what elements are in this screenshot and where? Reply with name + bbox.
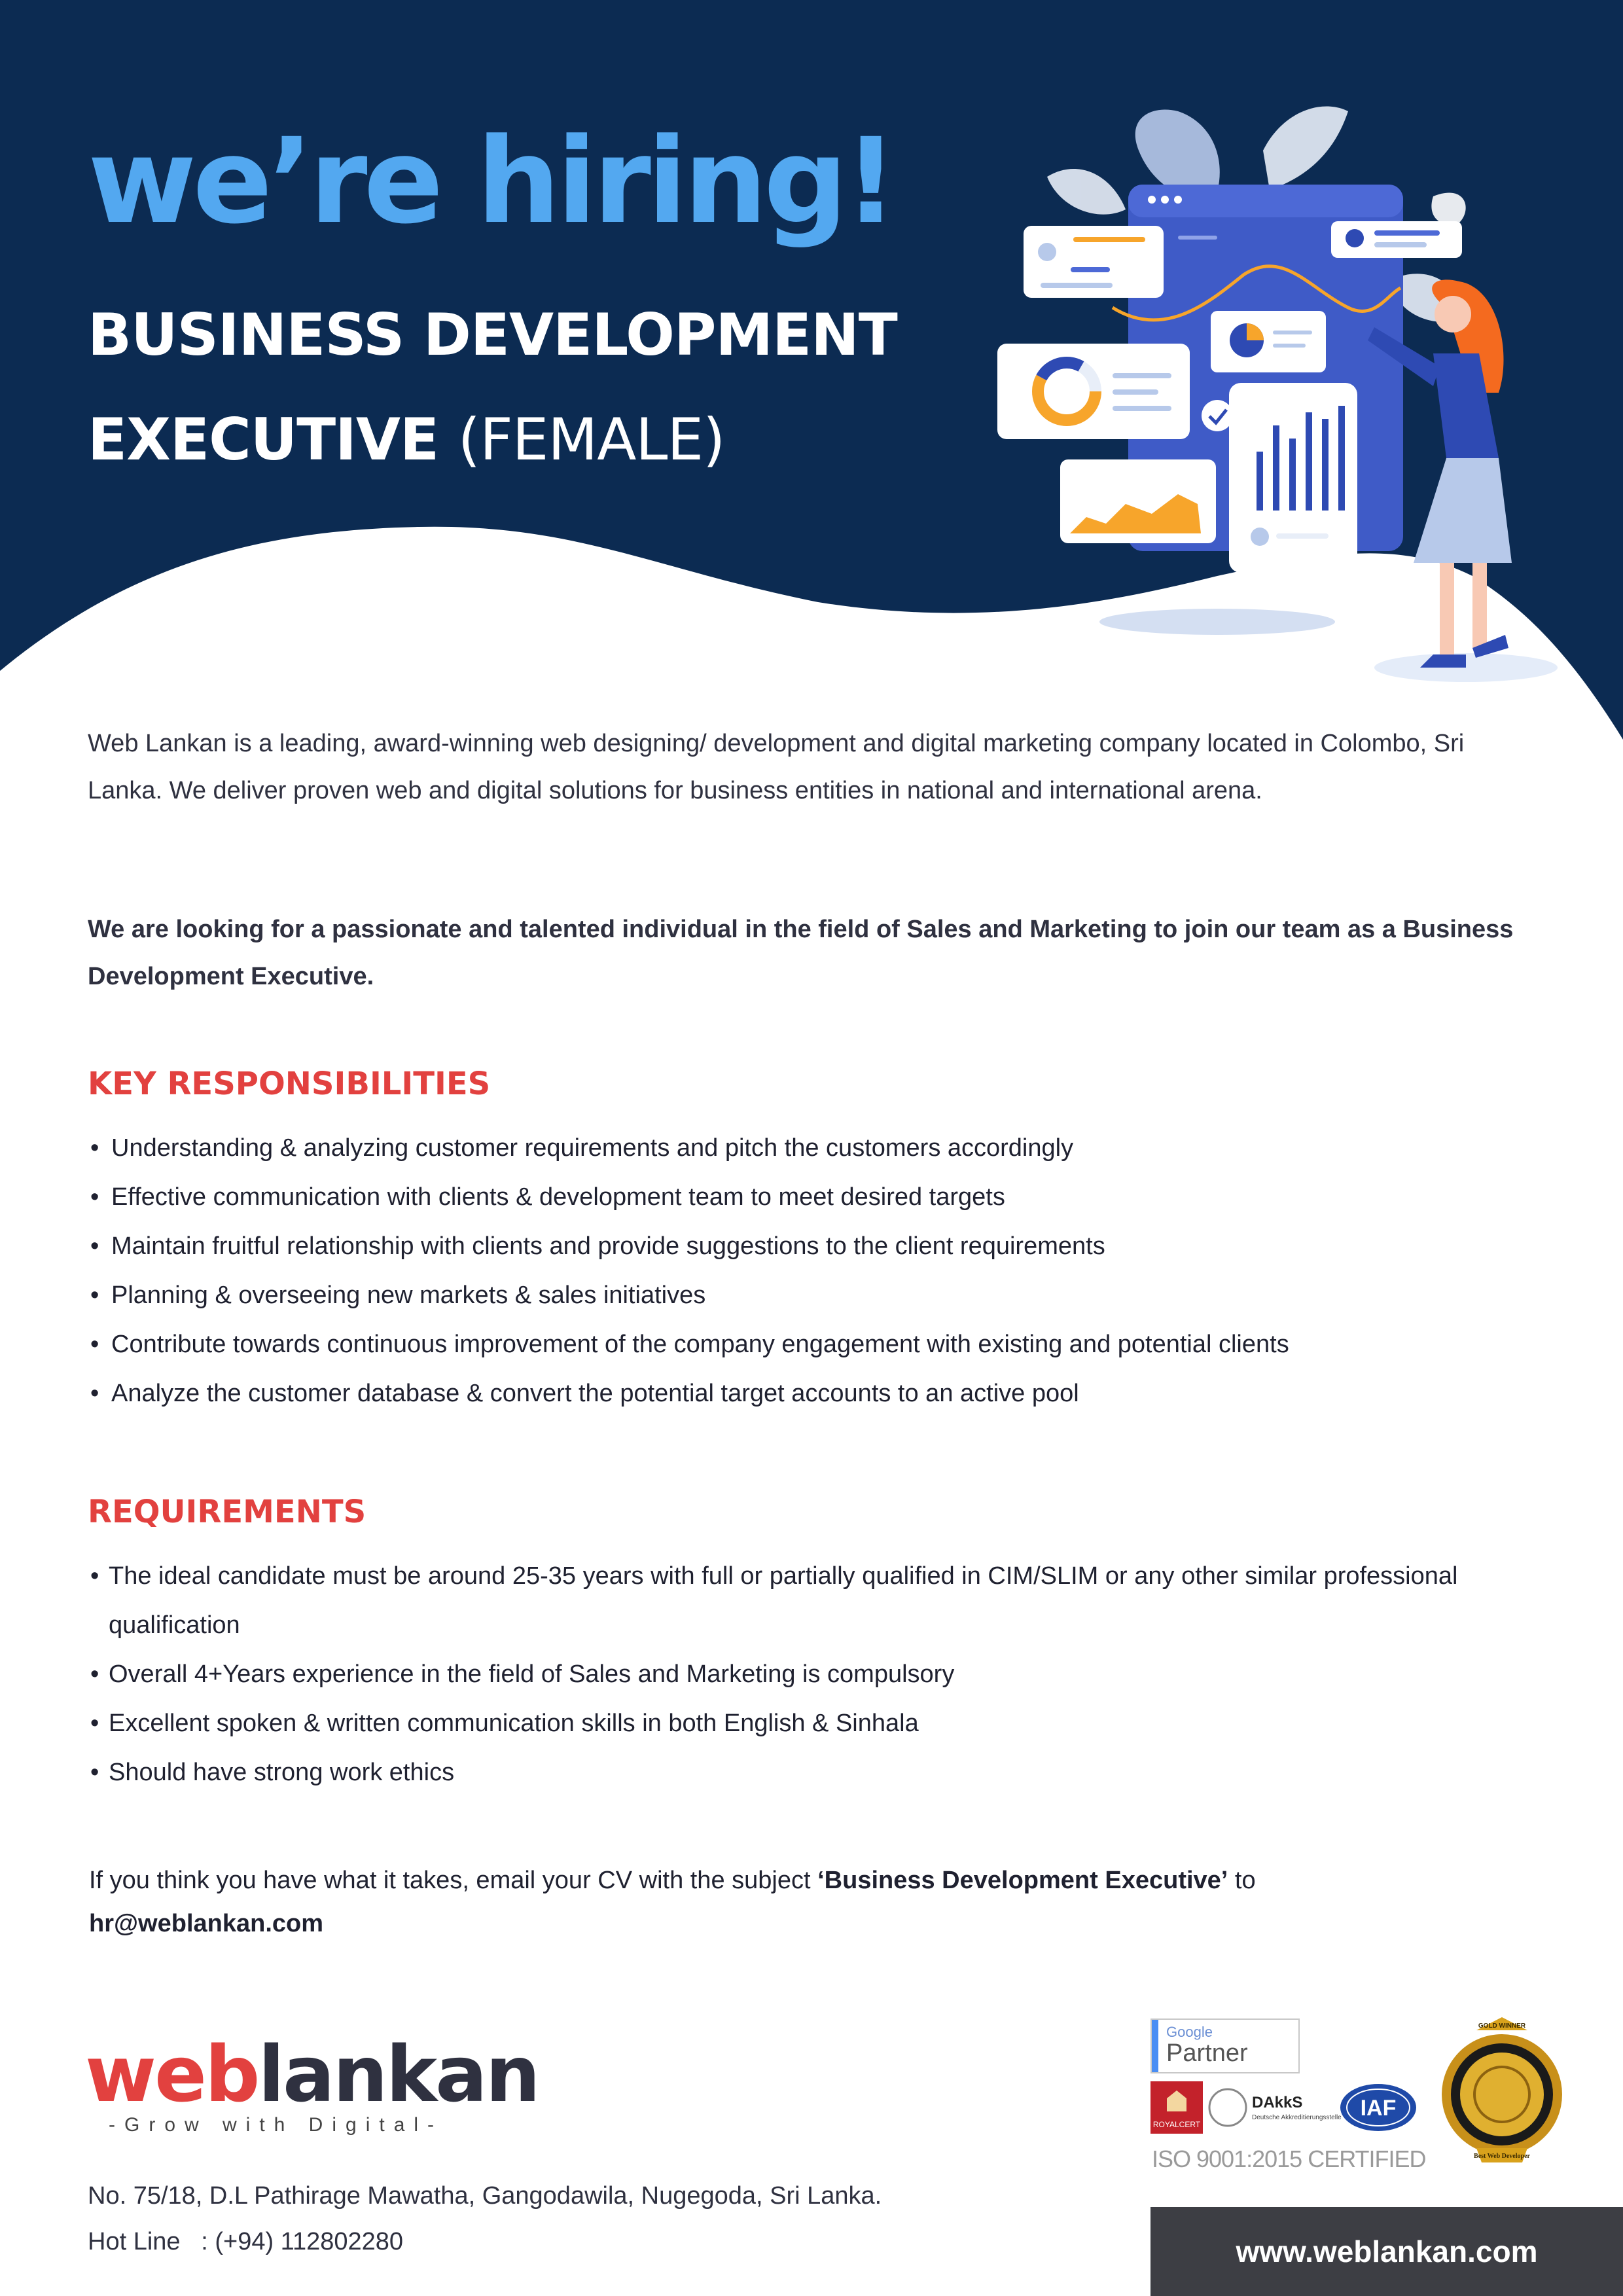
cta-text: If you think you have what it takes, email your CV with the subject xyxy=(89,1867,818,1894)
list-item: • Planning & overseeing new markets & sales initiatives xyxy=(88,1271,1514,1320)
pie-card xyxy=(1211,311,1326,372)
job-title-line2 xyxy=(88,387,897,492)
dakks-seal xyxy=(1209,2089,1246,2126)
iaf-label: IAF xyxy=(1360,2096,1397,2121)
hotline-number: : (+94) 112802280 xyxy=(201,2228,404,2255)
company-address: No. 75/18, D.L Pathirage Mawatha, Gangodawila, Nugegoda, Sri Lanka. xyxy=(88,2182,882,2210)
requirements-list xyxy=(88,1552,1462,1797)
iso-certified-label: ISO 9001:2015 CERTIFIED xyxy=(1152,2145,1426,2172)
weblankan-logo xyxy=(85,2029,539,2119)
dakks-sub-label: Deutsche Akkreditierungsstelle xyxy=(1252,2114,1342,2121)
responsibilities-list xyxy=(88,1124,1514,1418)
certification-badges xyxy=(1150,2079,1419,2138)
job-title-gender: (FEMALE) xyxy=(457,406,725,473)
website-footer-bar xyxy=(1150,2207,1623,2296)
email-link[interactable]: hr@weblankan.com xyxy=(89,1910,324,1937)
requirements-heading: REQUIREMENTS xyxy=(88,1494,366,1530)
application-instructions xyxy=(89,1859,1516,1945)
cta-text-after: to xyxy=(1228,1867,1256,1894)
list-item: • Maintain fruitful relationship with clients and provide suggestions to the client requirements xyxy=(88,1222,1514,1271)
looking-for-paragraph: We are looking for a passionate and talented individual in the field of Sales and Marketing to join our team as a Business Development Executive. xyxy=(88,916,1514,990)
responsibilities-heading: KEY RESPONSIBILITIES xyxy=(88,1066,491,1102)
logo-tagline: -Grow with Digital- xyxy=(109,2114,444,2136)
google-partner-badge xyxy=(1150,2018,1300,2073)
google-label: Google xyxy=(1166,2024,1213,2040)
logo-lankan: lankan xyxy=(258,2029,539,2119)
hotline-label: Hot Line xyxy=(88,2228,181,2255)
partner-label: Partner xyxy=(1166,2039,1248,2067)
job-title xyxy=(88,283,897,492)
list-item: • Overall 4+Years experience in the field of Sales and Marketing is compulsory xyxy=(88,1650,1462,1699)
gold-winner-award xyxy=(1437,2017,1567,2166)
website-link[interactable]: www.weblankan.com xyxy=(1236,2234,1538,2269)
royalcert-label: ROYALCERT xyxy=(1152,2120,1201,2129)
list-item: • The ideal candidate must be around 25-35 years with full or partially qualified in CIM/SLIM or any other similar professional qualification xyxy=(88,1552,1462,1650)
hotline-row xyxy=(88,2219,882,2265)
dakks-label: DAkkS xyxy=(1252,2094,1303,2111)
job-title-bold: EXECUTIVE xyxy=(88,406,439,473)
list-item: • Analyze the customer database & convert the potential target accounts to an active pool xyxy=(88,1369,1514,1418)
check-icon xyxy=(1202,400,1233,431)
company-contact xyxy=(88,2173,882,2265)
job-title-line1: BUSINESS DEVELOPMENT xyxy=(88,301,897,368)
list-item: • Understanding & analyzing customer requirements and pitch the customers accordingly xyxy=(88,1124,1514,1173)
logo-web: web xyxy=(85,2029,259,2119)
hiring-headline: we’re hiring! xyxy=(88,113,894,250)
list-item: • Excellent spoken & written communication skills in both English & Sinhala xyxy=(88,1699,1462,1748)
cta-subject: ‘Business Development Executive’ xyxy=(817,1867,1228,1894)
gold-winner-subtitle: Best Web Developer xyxy=(1474,2153,1530,2160)
list-item: • Effective communication with clients & development team to meet desired targets xyxy=(88,1173,1514,1222)
list-item: • Should have strong work ethics xyxy=(88,1748,1462,1797)
badge-stripe xyxy=(1152,2020,1158,2072)
company-intro-paragraph: Web Lankan is a leading, award-winning web designing/ development and digital marketing company located in Colombo, Sri Lanka. We deliver proven web and digital solutions for business entities in national and international arena. xyxy=(88,730,1465,804)
list-item: • Contribute towards continuous improvement of the company engagement with existing and potential clients xyxy=(88,1320,1514,1369)
gold-winner-label: GOLD WINNER xyxy=(1478,2022,1526,2030)
